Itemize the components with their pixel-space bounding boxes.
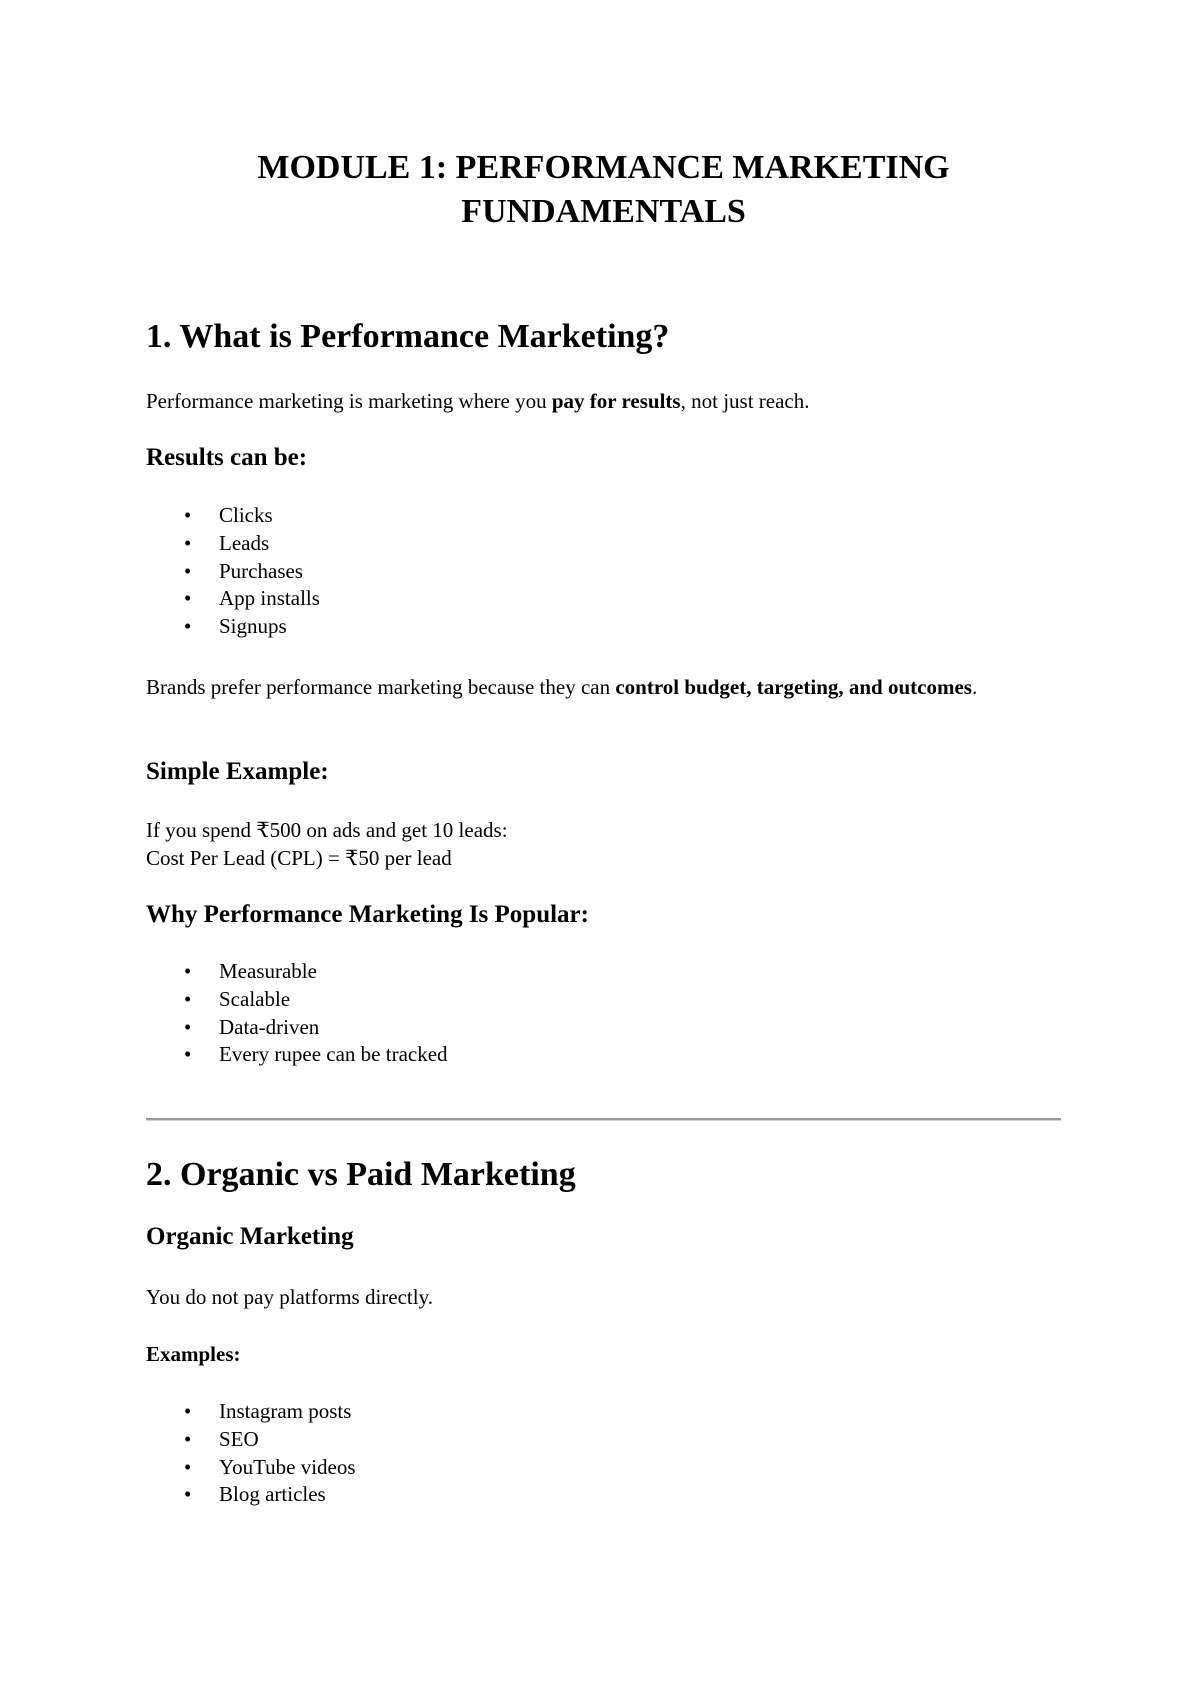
example-line-1: If you spend ₹500 on ads and get 10 leads: [146, 818, 508, 842]
section-1-heading: 1. What is Performance Marketing? [146, 318, 670, 355]
examples-list [146, 1398, 356, 1509]
results-heading: Results can be: [146, 444, 308, 471]
organic-description: You do not pay platforms directly. [146, 1285, 433, 1309]
results-list [146, 502, 320, 641]
list-item-data-driven: • Data-driven [146, 1014, 448, 1042]
list-item-clicks: • Clicks [146, 502, 320, 530]
organic-marketing-heading: Organic Marketing [146, 1223, 354, 1250]
list-item-signups: • Signups [146, 613, 320, 641]
popular-heading: Why Performance Marketing Is Popular: [146, 901, 589, 928]
examples-label: Examples: [146, 1342, 241, 1366]
intro-text-bold: pay for results [551, 389, 681, 413]
section-2-heading: 2. Organic vs Paid Marketing [146, 1156, 576, 1193]
list-item-scalable: • Scalable [146, 986, 448, 1014]
simple-example-heading: Simple Example: [146, 758, 329, 785]
list-item-blog-articles: • Blog articles [146, 1481, 356, 1509]
brands-text-end: . [971, 675, 978, 699]
list-item-app-installs: • App installs [146, 585, 320, 613]
list-item-every-rupee: • Every rupee can be tracked [146, 1041, 448, 1069]
list-item-seo: • SEO [146, 1426, 356, 1454]
horizontal-divider [146, 1118, 1061, 1121]
intro-text-start: Performance marketing is marketing where you [146, 389, 552, 413]
document-title-line-2: FUNDAMENTALS [461, 193, 746, 230]
example-line-2: Cost Per Lead (CPL) = ₹50 per lead [146, 846, 452, 870]
list-item-leads: • Leads [146, 530, 320, 558]
list-item-youtube-videos: • YouTube videos [146, 1454, 356, 1482]
brands-paragraph [146, 673, 1046, 701]
document-title-line-1: MODULE 1: PERFORMANCE MARKETING [257, 149, 950, 186]
list-item-purchases: • Purchases [146, 558, 320, 586]
list-item-instagram-posts: • Instagram posts [146, 1398, 356, 1426]
brands-text-start: Brands prefer performance marketing because they can [146, 675, 616, 699]
section-1-intro [146, 387, 810, 415]
brands-text-bold: control budget, targeting, and outcomes [615, 675, 972, 699]
list-item-measurable: • Measurable [146, 958, 448, 986]
intro-text-end: , not just reach. [680, 389, 810, 413]
popular-list [146, 958, 448, 1069]
document-title [146, 146, 1061, 234]
